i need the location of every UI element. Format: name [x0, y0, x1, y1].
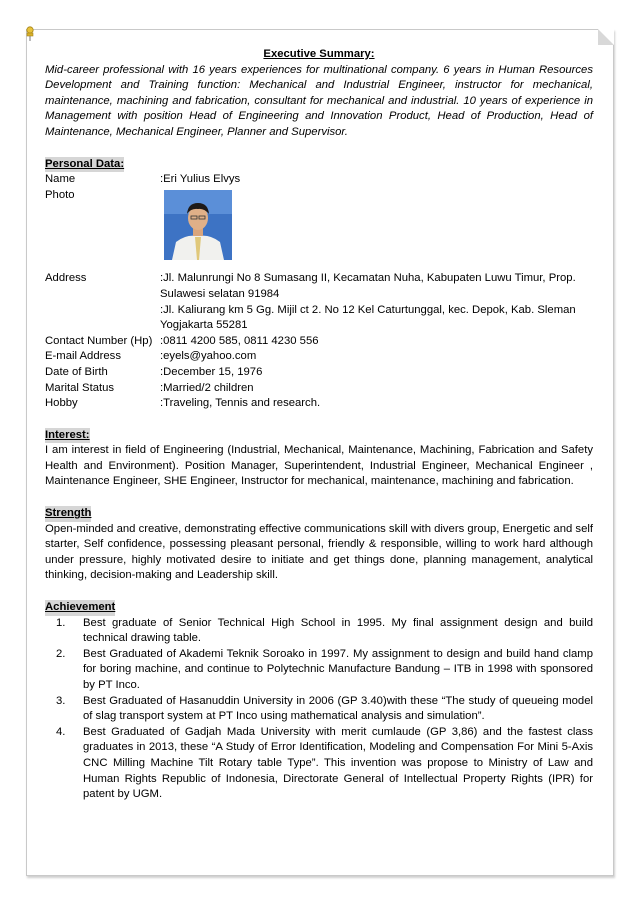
achievement-item	[45, 694, 593, 725]
strength-text: Open-minded and creative, demonstrating effective communications skill with divers group, Energetic and self starter, Self confidence, possessing pleasant personal, friendly & responsible, willing to work hard although under pressure, highly motivated desire to initiate and get things done, planning management, analytical thinking, decision-making and Leadership skill.	[45, 522, 593, 582]
address-value-2: :Jl. Kaliurang km 5 Gg. Mijil ct 2. No 12 Kel Caturtunggal, kec. Depok, Kab. Sleman Yogjakarta 55281	[160, 303, 576, 332]
achievement-number: 1.	[56, 616, 66, 629]
dob-label: Date of Birth	[45, 365, 108, 378]
pushpin-icon	[24, 26, 36, 42]
personal-data-table	[45, 172, 593, 412]
achievement-text: Best Graduated of Hasanuddin University in 2006 (GP 3.40)with these “The study of queueing model of slag transport system at PT Inco using mathematical analysis and simulation”.	[83, 694, 593, 723]
personal-row-dob	[45, 365, 593, 381]
strength-heading: Strength	[45, 506, 91, 522]
achievement-heading: Achievement	[45, 600, 115, 616]
personal-row-photo	[45, 188, 593, 272]
achievement-number: 2.	[56, 647, 66, 660]
address-value-1: :Jl. Malunrungi No 8 Sumasang II, Kecamatan Nuha, Kabupaten Luwu Timur, Prop. Sulawesi selatan 91984	[160, 272, 576, 300]
achievement-item	[45, 647, 593, 694]
marital-value: :Married/2 children	[160, 381, 254, 394]
email-label: E-mail Address	[45, 350, 121, 363]
achievement-item	[45, 725, 593, 803]
personal-row-address	[45, 271, 593, 333]
personal-row-name	[45, 172, 593, 188]
executive-summary-text: Mid-career professional with 16 years experiences for multinational company. 6 years in Human Resources Development and Training function: Mechanical and Industrial Engineer, instructor for mechanical, maintenance, machining and fabrication, consultant for mechanical and industrial. 10 years of experience in Management with position Head of Engineering and Innovation Product, Head of Production, Head of Maintenance, Mechanical Engineer, Planner and Supervisor.	[45, 63, 593, 138]
achievement-text: Best Graduated of Akademi Teknik Soroako in 1997. My assignment to design and build hand clamp for boring machine, and continue to Polytechnic Manufacture Bandung – ITB in 1998 with sponsored by PT Inco.	[83, 647, 593, 691]
email-value: :eyels@yahoo.com	[160, 350, 257, 363]
achievement-list	[45, 616, 593, 803]
personal-data-heading: Personal Data:	[45, 157, 124, 173]
photo-label: Photo	[45, 188, 75, 201]
achievement-text: Best graduate of Senior Technical High School in 1995. My final assignment design and build technical drawing table.	[83, 616, 593, 645]
interest-heading: Interest:	[45, 428, 90, 444]
personal-row-contact	[45, 334, 593, 350]
executive-summary-title: Executive Summary:	[263, 48, 375, 60]
achievement-item	[45, 616, 593, 647]
name-value: :Eri Yulius Elvys	[160, 173, 241, 186]
contact-label: Contact Number (Hp)	[45, 334, 153, 347]
resume-content	[45, 47, 593, 803]
name-label: Name	[45, 173, 76, 186]
hobby-label: Hobby	[45, 397, 78, 410]
document-page	[26, 29, 614, 876]
personal-row-email	[45, 349, 593, 365]
profile-photo	[164, 190, 232, 260]
achievement-number: 4.	[56, 725, 66, 738]
page-fold-corner	[598, 29, 614, 45]
interest-text: I am interest in field of Engineering (Industrial, Mechanical, Maintenance, Machining, Fabrication and Safety Health and Environment). Position Manager, Superintendent, Industrial Engineer, Mechanical Engineer , Maintenance Engineer, SHE Engineer, Instructor for mechanical, maintenance, machining and fabrication.	[45, 444, 593, 488]
hobby-value: :Traveling, Tennis and research.	[160, 397, 321, 410]
personal-row-hobby	[45, 396, 593, 412]
contact-value: :0811 4200 585, 0811 4230 556	[160, 334, 319, 347]
address-label: Address	[45, 272, 87, 285]
marital-label: Marital Status	[45, 381, 115, 394]
achievement-text: Best Graduated of Gadjah Mada University with merit cumlaude (GP 3,86) and the fastest class graduates in 2013, these “A Study of Error Identification, Modeling and Compensation For Mini 5-Axis CNC Milling Machine Tilt Rotary table Type”. This invention was propose to Ministry of Law and Human Rights Republic of Indonesia, Directorate General of Intellectual Property Rights (IPR) for patent by UGM.	[83, 725, 593, 801]
achievement-number: 3.	[56, 694, 66, 707]
personal-row-marital	[45, 381, 593, 397]
dob-value: :December 15, 1976	[160, 365, 263, 378]
